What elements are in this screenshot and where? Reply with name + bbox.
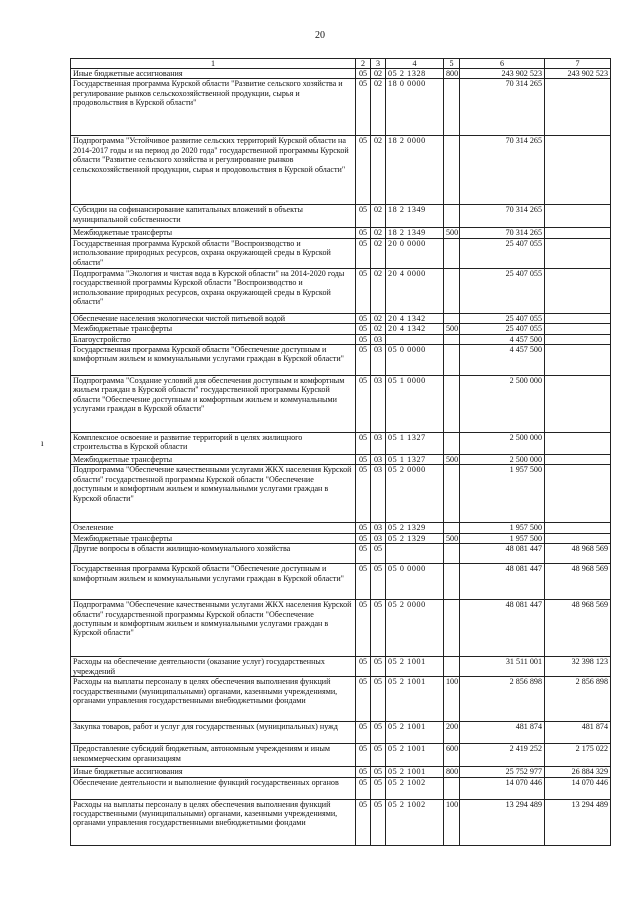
amount-year-2 [545, 228, 611, 238]
amount-year-1: 70 314 265 [460, 228, 545, 238]
amount-year-1: 48 081 447 [460, 544, 545, 564]
section-code: 05 [356, 376, 371, 433]
table-row [71, 69, 611, 79]
subsection-code: 03 [371, 455, 386, 465]
row-name: Расходы на выплаты персоналу в целях обеспечения выполнения функций государственными (муниципальными) органами, казенными учреждениями, органами управления государственными внебюджетными фондами [71, 677, 356, 722]
subsection-code: 05 [371, 600, 386, 657]
expense-type-code [444, 544, 460, 564]
program-code: 05 0 0000 [386, 345, 444, 376]
page-number: 20 [315, 30, 325, 41]
amount-year-2 [545, 136, 611, 205]
amount-year-2: 13 294 489 [545, 799, 611, 845]
amount-year-2 [545, 376, 611, 433]
program-code [386, 334, 444, 344]
expense-type-code [444, 238, 460, 268]
section-code: 05 [356, 600, 371, 657]
expense-type-code [444, 334, 460, 344]
section-code: 05 [356, 228, 371, 238]
amount-year-1: 70 314 265 [460, 79, 545, 136]
amount-year-2: 243 902 523 [545, 69, 611, 79]
subsection-code: 05 [371, 777, 386, 799]
row-name: Расходы на обеспечение деятельности (оказание услуг) государственных учреждений [71, 657, 356, 677]
amount-year-1: 4 457 500 [460, 334, 545, 344]
program-code: 05 2 1329 [386, 523, 444, 533]
amount-year-1: 25 407 055 [460, 313, 545, 323]
program-code: 05 2 1001 [386, 657, 444, 677]
subsection-code: 03 [371, 465, 386, 523]
budget-table [70, 58, 611, 846]
column-header: 1 [71, 59, 356, 69]
section-code: 05 [356, 433, 371, 455]
section-code: 05 [356, 523, 371, 533]
margin-mark: ı [41, 438, 44, 448]
program-code: 05 1 0000 [386, 376, 444, 433]
table-row [71, 600, 611, 657]
subsection-code: 05 [371, 657, 386, 677]
amount-year-1: 2 419 252 [460, 744, 545, 767]
section-code: 05 [356, 544, 371, 564]
program-code: 18 2 1349 [386, 228, 444, 238]
subsection-code: 02 [371, 79, 386, 136]
expense-type-code: 500 [444, 455, 460, 465]
row-name: Озеленение [71, 523, 356, 533]
amount-year-1: 1 957 500 [460, 523, 545, 533]
amount-year-2 [545, 79, 611, 136]
amount-year-1: 70 314 265 [460, 136, 545, 205]
subsection-code: 02 [371, 205, 386, 228]
program-code: 05 2 1001 [386, 744, 444, 767]
row-name: Межбюджетные трансферты [71, 533, 356, 543]
program-code: 18 2 0000 [386, 136, 444, 205]
table-row [71, 205, 611, 228]
amount-year-1: 4 457 500 [460, 345, 545, 376]
amount-year-2 [545, 465, 611, 523]
amount-year-2 [545, 334, 611, 344]
expense-type-code: 100 [444, 677, 460, 722]
amount-year-2: 481 874 [545, 722, 611, 744]
amount-year-2: 2 175 022 [545, 744, 611, 767]
amount-year-1: 25 752 977 [460, 767, 545, 777]
program-code: 18 2 1349 [386, 205, 444, 228]
section-code: 05 [356, 677, 371, 722]
amount-year-2: 14 070 446 [545, 777, 611, 799]
program-code: 20 4 0000 [386, 268, 444, 313]
program-code: 05 2 1001 [386, 767, 444, 777]
amount-year-2 [545, 205, 611, 228]
expense-type-code: 100 [444, 799, 460, 845]
expense-type-code [444, 345, 460, 376]
amount-year-2 [545, 533, 611, 543]
program-code [386, 544, 444, 564]
program-code: 05 2 1002 [386, 799, 444, 845]
program-code: 20 0 0000 [386, 238, 444, 268]
amount-year-2 [545, 268, 611, 313]
expense-type-code [444, 465, 460, 523]
row-name: Предоставление субсидий бюджетным, автономным учреждениям и иным некоммерческим организациям [71, 744, 356, 767]
amount-year-2 [545, 345, 611, 376]
subsection-code: 03 [371, 523, 386, 533]
subsection-code: 05 [371, 744, 386, 767]
subsection-code: 02 [371, 238, 386, 268]
amount-year-2 [545, 313, 611, 323]
subsection-code: 02 [371, 228, 386, 238]
program-code: 05 1 1327 [386, 433, 444, 455]
amount-year-1: 2 500 000 [460, 433, 545, 455]
program-code: 18 0 0000 [386, 79, 444, 136]
table-row [71, 324, 611, 334]
row-name: Иные бюджетные ассигнования [71, 69, 356, 79]
program-code: 05 2 0000 [386, 600, 444, 657]
subsection-code: 03 [371, 433, 386, 455]
amount-year-1: 48 081 447 [460, 600, 545, 657]
expense-type-code: 800 [444, 767, 460, 777]
table-row [71, 465, 611, 523]
program-code: 05 2 1002 [386, 777, 444, 799]
table-row [71, 455, 611, 465]
amount-year-2 [545, 238, 611, 268]
row-name: Расходы на выплаты персоналу в целях обеспечения выполнения функций государственными (муниципальными) органами, казенными учреждениями, органами управления государственными внебюджетными фондами [71, 799, 356, 845]
row-name: Другие вопросы в области жилищно-коммунального хозяйства [71, 544, 356, 564]
section-code: 05 [356, 465, 371, 523]
amount-year-2: 26 884 329 [545, 767, 611, 777]
row-name: Обеспечение населения экологически чистой питьевой водой [71, 313, 356, 323]
section-code: 05 [356, 205, 371, 228]
row-name: Подпрограмма "Обеспечение качественными услугами ЖКХ населения Курской области" государственной программы Курской области "Обеспечение доступным и комфортным жильем и коммунальными услугами граждан в Курской области" [71, 600, 356, 657]
column-header: 5 [444, 59, 460, 69]
amount-year-1: 243 902 523 [460, 69, 545, 79]
subsection-code: 05 [371, 799, 386, 845]
row-name: Комплексное освоение и развитие территорий в целях жилищного строительства в Курской области [71, 433, 356, 455]
section-code: 05 [356, 657, 371, 677]
row-name: Обеспечение деятельности и выполнение функций государственных органов [71, 777, 356, 799]
expense-type-code [444, 79, 460, 136]
expense-type-code [444, 777, 460, 799]
column-header: 3 [371, 59, 386, 69]
expense-type-code [444, 600, 460, 657]
expense-type-code: 500 [444, 228, 460, 238]
table-row [71, 722, 611, 744]
expense-type-code: 500 [444, 324, 460, 334]
amount-year-2: 2 856 898 [545, 677, 611, 722]
section-code: 05 [356, 455, 371, 465]
section-code: 05 [356, 777, 371, 799]
program-code: 05 2 1001 [386, 722, 444, 744]
section-code: 05 [356, 799, 371, 845]
subsection-code: 05 [371, 677, 386, 722]
header-row [71, 59, 611, 69]
section-code: 05 [356, 767, 371, 777]
subsection-code: 02 [371, 69, 386, 79]
subsection-code: 03 [371, 345, 386, 376]
table-row [71, 228, 611, 238]
amount-year-2 [545, 523, 611, 533]
table-row [71, 136, 611, 205]
expense-type-code [444, 376, 460, 433]
amount-year-1: 13 294 489 [460, 799, 545, 845]
table-row [71, 334, 611, 344]
expense-type-code: 500 [444, 533, 460, 543]
amount-year-1: 25 407 055 [460, 268, 545, 313]
amount-year-2 [545, 324, 611, 334]
amount-year-2 [545, 455, 611, 465]
expense-type-code [444, 205, 460, 228]
expense-type-code [444, 564, 460, 600]
amount-year-2: 48 968 569 [545, 600, 611, 657]
table-row [71, 345, 611, 376]
table-row [71, 777, 611, 799]
table-row [71, 564, 611, 600]
table-row [71, 744, 611, 767]
table-row [71, 238, 611, 268]
program-code: 05 2 1329 [386, 533, 444, 543]
row-name: Закупка товаров, работ и услуг для государственных (муниципальных) нужд [71, 722, 356, 744]
row-name: Государственная программа Курской области "Воспроизводство и использование природных ресурсов, охрана окружающей среды в Курской области" [71, 238, 356, 268]
subsection-code: 05 [371, 564, 386, 600]
amount-year-1: 31 511 001 [460, 657, 545, 677]
expense-type-code [444, 433, 460, 455]
section-code: 05 [356, 345, 371, 376]
amount-year-1: 481 874 [460, 722, 545, 744]
subsection-code: 05 [371, 722, 386, 744]
amount-year-2 [545, 433, 611, 455]
program-code: 05 1 1327 [386, 455, 444, 465]
section-code: 05 [356, 324, 371, 334]
section-code: 05 [356, 268, 371, 313]
section-code: 05 [356, 136, 371, 205]
row-name: Государственная программа Курской области "Обеспечение доступным и комфортным жильем и коммунальными услугами граждан в Курской области" [71, 564, 356, 600]
program-code: 05 0 0000 [386, 564, 444, 600]
expense-type-code: 600 [444, 744, 460, 767]
row-name: Межбюджетные трансферты [71, 324, 356, 334]
row-name: Благоустройство [71, 334, 356, 344]
program-code: 05 2 1001 [386, 677, 444, 722]
section-code: 05 [356, 744, 371, 767]
table-row [71, 657, 611, 677]
row-name: Межбюджетные трансферты [71, 455, 356, 465]
amount-year-1: 2 856 898 [460, 677, 545, 722]
amount-year-2: 48 968 569 [545, 564, 611, 600]
section-code: 05 [356, 533, 371, 543]
section-code: 05 [356, 79, 371, 136]
table-row [71, 767, 611, 777]
expense-type-code [444, 268, 460, 313]
expense-type-code [444, 523, 460, 533]
column-header: 4 [386, 59, 444, 69]
section-code: 05 [356, 69, 371, 79]
row-name: Подпрограмма "Обеспечение качественными услугами ЖКХ населения Курской области" государственной программы Курской области "Обеспечение доступным и комфортным жильем и коммунальными услугами граждан в Курской области" [71, 465, 356, 523]
amount-year-1: 14 070 446 [460, 777, 545, 799]
table-row [71, 433, 611, 455]
expense-type-code [444, 657, 460, 677]
table-row [71, 677, 611, 722]
amount-year-2: 32 398 123 [545, 657, 611, 677]
table-row [71, 313, 611, 323]
program-code: 05 2 1328 [386, 69, 444, 79]
row-name: Субсидии на софинансирование капитальных вложений в объекты муниципальной собственности [71, 205, 356, 228]
amount-year-1: 2 500 000 [460, 376, 545, 433]
table-row [71, 799, 611, 845]
amount-year-1: 48 081 447 [460, 564, 545, 600]
subsection-code: 02 [371, 324, 386, 334]
row-name: Подпрограмма "Устойчивое развитие сельских территорий Курской области на 2014-2017 годы и на период до 2020 года" государственной программы Курской области "Развитие сельского хозяйства и регулирование рынков сельскохозяйственной продукции, сырья и продовольствия в Курской области" [71, 136, 356, 205]
table-row [71, 523, 611, 533]
amount-year-1: 25 407 055 [460, 324, 545, 334]
table-row [71, 533, 611, 543]
program-code: 20 4 1342 [386, 324, 444, 334]
subsection-code: 05 [371, 544, 386, 564]
section-code: 05 [356, 722, 371, 744]
program-code: 20 4 1342 [386, 313, 444, 323]
subsection-code: 02 [371, 313, 386, 323]
amount-year-1: 25 407 055 [460, 238, 545, 268]
subsection-code: 02 [371, 268, 386, 313]
row-name: Подпрограмма "Создание условий для обеспечения доступным и комфортным жильем граждан в Курской области" государственной программы Курской области "Обеспечение доступным и комфортным жильем и коммунальными услугами граждан в Курской области" [71, 376, 356, 433]
table-row [71, 376, 611, 433]
section-code: 05 [356, 334, 371, 344]
row-name: Иные бюджетные ассигнования [71, 767, 356, 777]
expense-type-code [444, 136, 460, 205]
expense-type-code [444, 313, 460, 323]
amount-year-1: 1 957 500 [460, 533, 545, 543]
subsection-code: 05 [371, 767, 386, 777]
amount-year-2: 48 968 569 [545, 544, 611, 564]
table-row [71, 79, 611, 136]
subsection-code: 02 [371, 136, 386, 205]
column-header: 2 [356, 59, 371, 69]
section-code: 05 [356, 313, 371, 323]
program-code: 05 2 0000 [386, 465, 444, 523]
column-header: 7 [545, 59, 611, 69]
expense-type-code: 200 [444, 722, 460, 744]
table-row [71, 268, 611, 313]
amount-year-1: 1 957 500 [460, 465, 545, 523]
row-name: Государственная программа Курской области "Обеспечение доступным и комфортным жильем и коммунальными услугами граждан в Курской области" [71, 345, 356, 376]
subsection-code: 03 [371, 376, 386, 433]
column-header: 6 [460, 59, 545, 69]
table-row [71, 544, 611, 564]
expense-type-code: 800 [444, 69, 460, 79]
section-code: 05 [356, 238, 371, 268]
amount-year-1: 70 314 265 [460, 205, 545, 228]
section-code: 05 [356, 564, 371, 600]
amount-year-1: 2 500 000 [460, 455, 545, 465]
subsection-code: 03 [371, 334, 386, 344]
subsection-code: 03 [371, 533, 386, 543]
row-name: Подпрограмма "Экология и чистая вода в Курской области" на 2014-2020 годы государственной программы Курской области "Воспроизводство и использование природных ресурсов, охрана окружающей среды в Курской области" [71, 268, 356, 313]
row-name: Межбюджетные трансферты [71, 228, 356, 238]
row-name: Государственная программа Курской области "Развитие сельского хозяйства и регулирование рынков сельскохозяйственной продукции, сырья и продовольствия в Курской области" [71, 79, 356, 136]
